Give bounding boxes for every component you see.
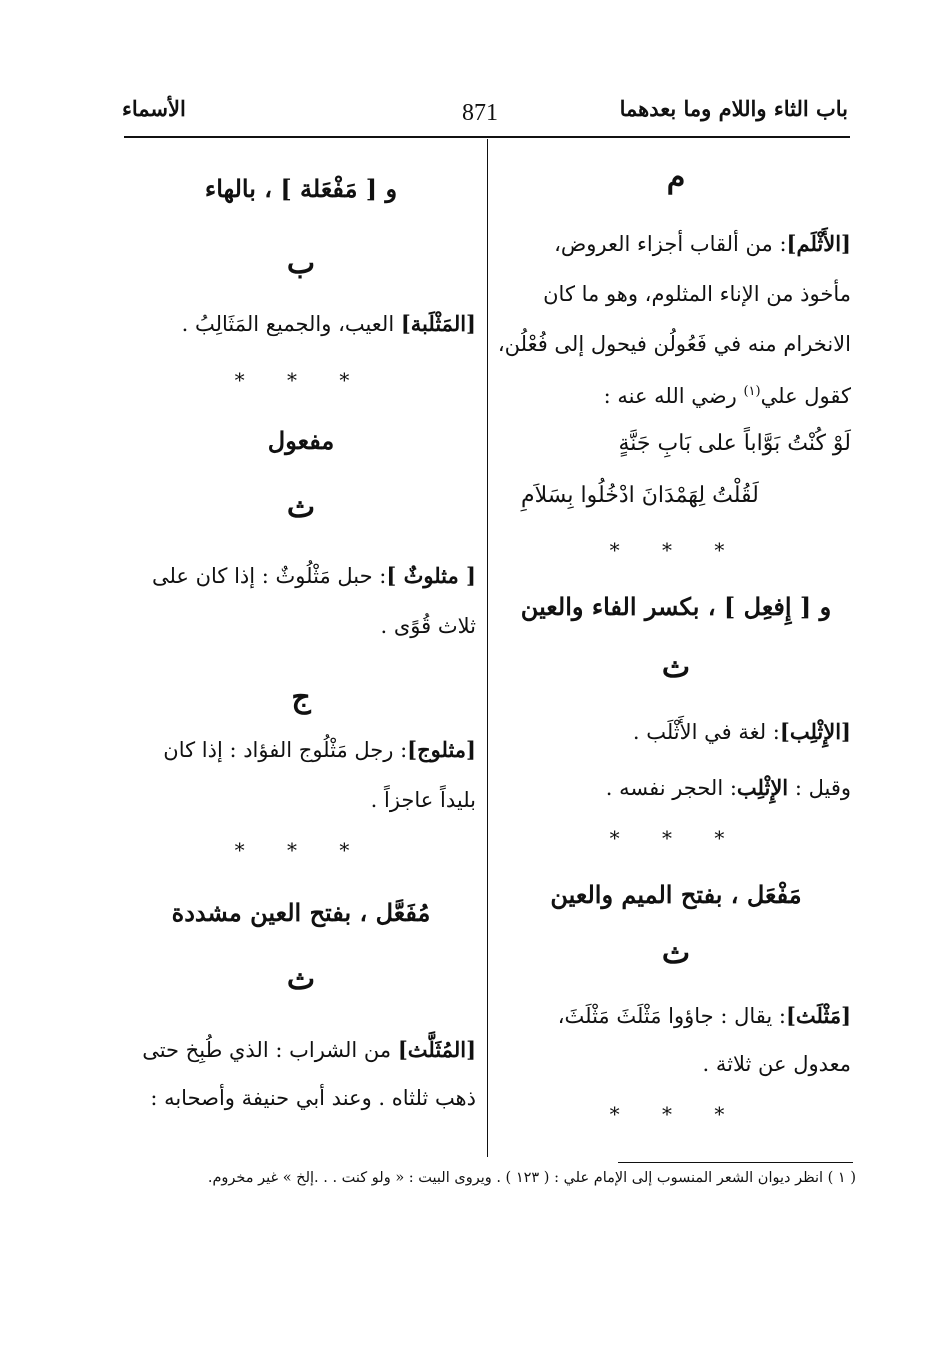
entry-text: من الشراب : الذي طُبِخ حتى — [142, 1038, 392, 1062]
entry-mathlooth-line2: ثلاث قُوًى . — [380, 614, 476, 638]
running-header-left: الأسماء — [122, 96, 186, 121]
heading-mafool: مفعول — [267, 426, 335, 455]
column-divider — [487, 139, 488, 1157]
heading-mafala: و [ مَفْعَلة ] ، بالهاء — [204, 174, 398, 203]
running-header-right: باب الثاء واللام وما بعدهما — [619, 96, 848, 121]
entry-text: : لغة في الأَثْلَب . — [632, 720, 780, 744]
section-separator: * * * — [609, 1102, 743, 1126]
entry-text: : الحجر نفسه . — [605, 776, 737, 800]
heading-mafal: مَفْعَل ، بفتح الميم والعين — [550, 880, 802, 909]
entry-text: : رجل مَثْلُوج الفؤاد : إذا كان — [163, 738, 408, 762]
entry-ithlib-2 — [501, 764, 851, 812]
entry-ithlib — [501, 708, 851, 756]
entry-text: : من ألقاب أجزاء العروض، — [554, 232, 787, 256]
entry-text: العيب، والجميع المَثَالِبُ . — [181, 312, 395, 336]
section-separator: * * * — [234, 838, 368, 862]
footnote-rule — [618, 1162, 853, 1163]
entry-al-athlam-line3: الانخرام منه في فَعُولُن فيحول إلى فُعْلُن، — [497, 332, 851, 356]
section-separator: * * * — [609, 826, 743, 850]
section-separator: * * * — [234, 368, 368, 392]
entry-text: رضي الله عنه : — [603, 384, 737, 408]
entry-muthallath-line2: ذهب ثلثاه . وعند أبي حنيفة وأصحابه : — [150, 1086, 476, 1110]
entry-term: [الإِثْلِب] — [779, 719, 851, 744]
entry-text: وقيل : — [794, 776, 851, 800]
entry-al-athlam-line2: مأخوذ من الإناء المثلوم، وهو ما كان — [543, 282, 851, 306]
entry-term: [ مثلوثٌ ] — [386, 563, 476, 588]
section-letter-th: ث — [661, 650, 691, 685]
section-letter-m: م — [666, 160, 686, 195]
verse-line-2-text: لَقُلْتُ لِهَمْدَانَ ادْخُلُوا بِسَلاَمِ — [521, 483, 759, 508]
entry-mathlaba — [126, 300, 476, 348]
section-letter-j: ج — [291, 680, 311, 715]
page-number: 871 — [462, 100, 498, 126]
entry-text: : يقال : جاؤوا مَثْلَثَ مَثْلَثَ، — [557, 1004, 786, 1028]
entry-text: : حبل مَثْلُوثٌ : إذا كان على — [151, 564, 387, 588]
entry-mathlath-line2: معدول عن ثلاثة . — [702, 1052, 851, 1076]
entry-mathlooth — [126, 552, 476, 600]
footnote: ( ١ ) انظر ديوان الشعر المنسوب إلى الإمام علي : ( ١٢٣ ) . ويروى البيت : « ولو كنت . . .إلخ » غير مخروم. — [207, 1170, 856, 1186]
header-rule — [124, 136, 850, 138]
entry-mathlath — [501, 992, 851, 1040]
entry-term: [مَثْلَث] — [785, 1003, 851, 1028]
heading-mufaal: مُفَعَّل ، بفتح العين مشددة — [171, 898, 431, 927]
entry-al-athlam-line4 — [501, 368, 851, 420]
section-letter-th: ث — [286, 962, 316, 997]
entry-mathlooj-line2: بليداً عاجزاً . — [370, 788, 476, 812]
footnote-ref: (١) — [743, 384, 761, 399]
entry-term: [الأَثْلَم] — [786, 231, 851, 256]
entry-mathlooj — [126, 726, 476, 774]
section-letter-th: ث — [286, 490, 316, 525]
entry-term: [المَثْلَبة] — [400, 311, 476, 336]
heading-ifil: و [ إِفعِل ] ، بكسر الفاء والعين — [520, 592, 832, 621]
entry-al-athlam-line1 — [501, 220, 851, 268]
entry-term: [مثلوج] — [407, 737, 476, 762]
entry-text: كقول علي — [760, 384, 851, 408]
entry-muthallath — [126, 1026, 476, 1074]
section-letter-b: ب — [286, 246, 316, 281]
section-separator: * * * — [609, 538, 743, 562]
section-letter-th: ث — [661, 936, 691, 971]
entry-term: الإِثْلِب — [736, 775, 789, 800]
verse-line-2 — [521, 472, 851, 520]
verse-line-1: لَوْ كُنْتُ بَوَّاباً على بَابِ جَنَّةٍ — [618, 431, 851, 456]
entry-term: [المُثَلَّث] — [397, 1037, 476, 1062]
